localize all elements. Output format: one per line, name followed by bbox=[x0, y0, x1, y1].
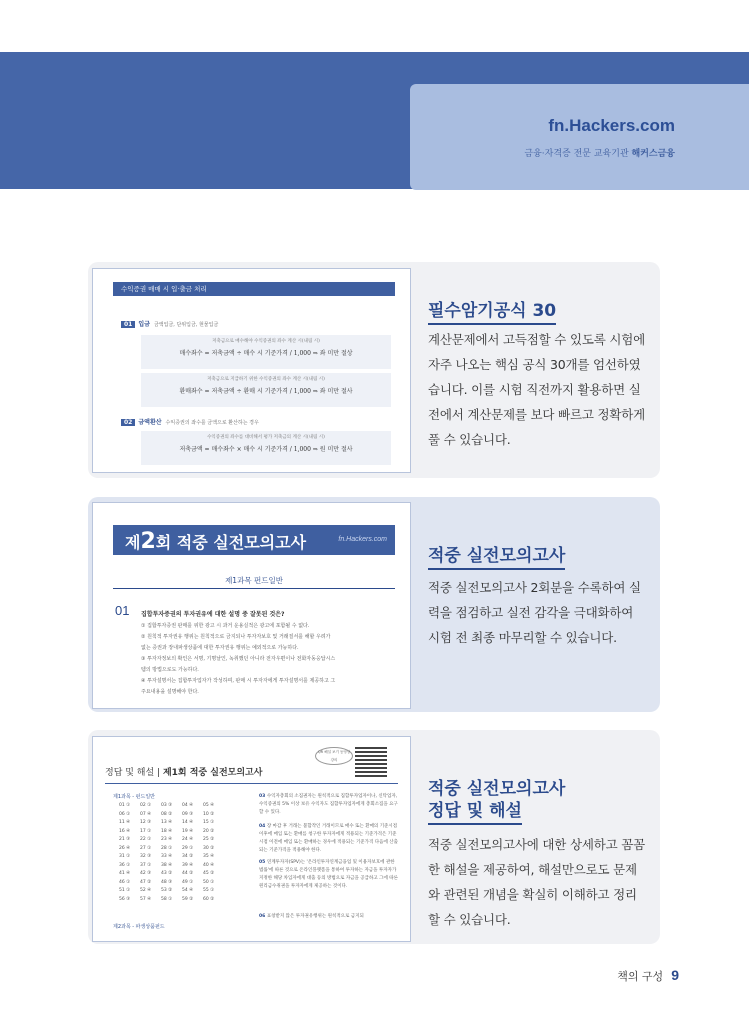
brand-url[interactable]: fn.Hackers.com bbox=[548, 116, 675, 135]
section-description: 적중 실전모의고사에 대한 상세하고 꼼꼼한 해설을 제공하여, 해설만으로도 문제와 관련된 개념을 확실히 이해하고 정리할 수 있습니다. bbox=[428, 837, 645, 927]
brand-tagline: 금융·자격증 전문 교육기관 해커스금융 bbox=[524, 149, 675, 159]
answer-cell: 39 ④ bbox=[182, 862, 194, 868]
answer-cell: 14 ④ bbox=[182, 820, 194, 825]
answer-cell: 26 ④ bbox=[119, 845, 131, 851]
thumb-header: 정답 및 해설 | 제1회 적중 실전모의고사 bbox=[105, 768, 263, 778]
answer-cell: 57 ④ bbox=[140, 896, 152, 902]
answer-cell: 41 ④ bbox=[119, 871, 131, 876]
thumb-subject: 제1과목 펀드일반 bbox=[113, 575, 395, 589]
question-number: 01 bbox=[115, 603, 130, 618]
answer-cell: 60 ② bbox=[203, 896, 215, 902]
question-text: 집합투자증권의 투자권유에 대한 설명 중 잘못된 것은? bbox=[141, 611, 285, 618]
answer-cell: 07 ④ bbox=[140, 811, 152, 817]
option-line: 없는 증권과 장내파생상품에 대한 투자권유 행위는 예외적으로 가능하다. bbox=[141, 645, 299, 651]
answer-cell: 01 ① bbox=[119, 803, 131, 808]
thumbnail-answers bbox=[92, 736, 411, 942]
section-title: 필수암기공식 30 bbox=[428, 300, 556, 325]
answer-cell: 25 ② bbox=[203, 837, 215, 842]
answer-cell: 09 ③ bbox=[182, 811, 194, 817]
answer-row bbox=[119, 863, 224, 872]
explanation-item: 05 연계투자자(SPV)는 '온라인투자연계금융업 및 이용자보호에 관한 법률'에 따른 것으로 온라인플랫폼을 통하여 투자하는 자금을 투자자가 지정한 해당 차입자에게 대출 등의 방법으로 자금을 공급하고 그에 따른 원리금수취권을 투자자에게 제공하는 것이다. bbox=[259, 860, 398, 889]
answer-cell: 06 ① bbox=[119, 811, 131, 817]
answer-row bbox=[119, 871, 224, 880]
section-title: 정답 및 해설 bbox=[428, 800, 522, 825]
option-line: ② 원칙적 투자권유 행위는 원칙적으로 금지되나 투자자보호 및 거래질서를 해할 우려가 bbox=[141, 634, 331, 640]
answer-cell: 45 ② bbox=[203, 871, 215, 876]
answer-cell: 33 ④ bbox=[161, 854, 173, 859]
answer-cell: 35 ④ bbox=[203, 854, 215, 859]
answer-cell: 49 ① bbox=[182, 879, 194, 885]
answer-row bbox=[119, 829, 224, 838]
answer-cell: 17 ① bbox=[140, 828, 152, 834]
answer-cell: 52 ④ bbox=[140, 888, 152, 893]
explanation-item: 03 수익자총회의 소집권자는 원칙적으로 집합투자업자이나, 신탁업자, 수익증권의 5% 이상 보유 수익자도 집합투자업자에게 총회소집을 요구할 수 있다. bbox=[259, 794, 398, 815]
section-title: 적중 실전모의고사 bbox=[428, 779, 566, 799]
answer-cell: 58 ① bbox=[161, 896, 173, 902]
section-description: 적중 실전모의고사 2회분을 수록하여 실력을 점검하고 실전 감각을 극대화하여 시험 전 최종 마무리할 수 있습니다. bbox=[428, 580, 641, 645]
thumb-header: 제2회 적중 실전모의고사 fn.Hackers.com bbox=[113, 525, 395, 555]
answer-cell: 56 ③ bbox=[119, 896, 131, 902]
thumb-subheading: 01 입금 금액입금, 단위입금, 현물입금 bbox=[121, 319, 218, 328]
answer-cell: 48 ③ bbox=[161, 879, 173, 885]
answer-cell: 38 ④ bbox=[161, 862, 173, 868]
explanation-item: 04 장 마감 후 거래는 불합작인 거래이므로 매수 또는 환매의 기준시점 이후에 매입 또는 환매를 청구한 투자자에게 적용되는 기준가격은 기준시점 이전에 매입 또는 환매하는 경우에 적용되는 기준가격 다음에 산출되는 기준가격을 적용해야 한다. bbox=[259, 824, 398, 853]
answer-cell: 24 ④ bbox=[182, 837, 194, 842]
answer-grid bbox=[119, 803, 224, 905]
answer-cell: 29 ① bbox=[182, 845, 194, 851]
answer-row bbox=[119, 897, 224, 906]
formula-box: 저축금으로 지급하기 위한 수익증권의 좌수 계산 시(내림 시) 환매좌수 = 저축금액 ÷ 환매 시 기준가격 / 1,000 ⇒ 좌 미만 절사 bbox=[141, 373, 391, 407]
option-line: ③ 투자자정보의 확인은 서명, 기명날인, 녹취했던 아니라 전자우편이나 전화자동응답시스 bbox=[141, 656, 336, 662]
brand-box bbox=[410, 84, 749, 190]
answer-cell: 55 ① bbox=[203, 888, 215, 893]
answer-cell: 36 ① bbox=[119, 862, 131, 868]
answer-cell: 31 ① bbox=[119, 854, 131, 859]
answer-cell: 03 ③ bbox=[161, 803, 173, 808]
answer-cell: 47 ② bbox=[140, 879, 152, 885]
answer-row bbox=[119, 812, 224, 821]
qr-code-icon bbox=[355, 745, 387, 777]
answer-cell: 30 ② bbox=[203, 845, 215, 851]
answer-cell: 59 ② bbox=[182, 896, 194, 902]
option-line: 주요내용을 설명해야 한다. bbox=[141, 689, 199, 695]
answer-cell: 40 ④ bbox=[203, 862, 215, 868]
answer-cell: 37 ① bbox=[140, 862, 152, 868]
thumb-subject: 제1과목 - 펀드일반 bbox=[113, 794, 155, 800]
answer-cell: 02 ① bbox=[140, 803, 152, 808]
thumb-header: 수익증권 매매 시 입·출금 처리 bbox=[113, 282, 395, 296]
answer-cell: 50 ① bbox=[203, 879, 215, 885]
answer-row bbox=[119, 803, 224, 812]
answer-cell: 04 ④ bbox=[182, 803, 194, 808]
option-line: 템의 방법으로도 가능하다. bbox=[141, 667, 199, 673]
answer-cell: 19 ④ bbox=[182, 828, 194, 834]
thumb-subheading: 02 금액환산 수익증권의 좌수를 금액으로 환산하는 경우 bbox=[121, 417, 259, 426]
answer-cell: 11 ④ bbox=[119, 820, 131, 825]
answer-cell: 34 ② bbox=[182, 854, 194, 859]
answer-cell: 53 ② bbox=[161, 888, 173, 893]
thumbnail-formulas bbox=[92, 268, 411, 473]
answer-row bbox=[119, 854, 224, 863]
formula-box: 저축금으로 매수해야 수익증권의 좌수 계산 시(내림 시) 매수좌수 = 저축금액 ÷ 매수 시 기준가격 / 1,000 ⇒ 좌 미만 절상 bbox=[141, 335, 391, 369]
answer-cell: 27 ① bbox=[140, 845, 152, 851]
divider bbox=[105, 783, 398, 784]
thumb-subject: 제2과목 - 파생상품펀드 bbox=[113, 924, 165, 930]
answer-cell: 32 ③ bbox=[140, 854, 152, 859]
answer-cell: 44 ② bbox=[182, 871, 194, 876]
answer-cell: 18 ④ bbox=[161, 828, 173, 834]
section-description: 계산문제에서 고득점할 수 있도록 시험에 자주 나오는 핵심 공식 30개를 엄선하였습니다. 이를 시험 직전까지 활용하면 실전에서 계산문제를 보다 빠르고 정확하게 풀 수 있습니다. bbox=[428, 332, 645, 447]
answer-cell: 51 ① bbox=[119, 888, 131, 893]
answer-cell: 28 ① bbox=[161, 845, 173, 851]
speech-bubble: QR 해설 보기 동영상 강의 bbox=[315, 747, 353, 765]
answer-cell: 46 ① bbox=[119, 879, 131, 885]
page-footer: 책의 구성 9 bbox=[617, 967, 679, 983]
answer-row bbox=[119, 820, 224, 829]
answer-cell: 15 ① bbox=[203, 820, 215, 825]
answer-cell: 08 ② bbox=[161, 811, 173, 817]
answer-cell: 05 ④ bbox=[203, 803, 215, 808]
answer-cell: 43 ② bbox=[161, 871, 173, 876]
answer-cell: 20 ② bbox=[203, 828, 215, 834]
answer-row bbox=[119, 846, 224, 855]
answer-row bbox=[119, 888, 224, 897]
answer-cell: 54 ④ bbox=[182, 888, 194, 893]
answer-cell: 21 ③ bbox=[119, 837, 131, 842]
page-number: 9 bbox=[671, 967, 679, 983]
section-title: 적중 실전모의고사 bbox=[428, 545, 565, 570]
option-line: ④ 투자설명서는 집합투자업자가 작성하며, 판매 시 투자자에게 투자설명서를 제공하고 그 bbox=[141, 678, 336, 684]
answer-cell: 16 ④ bbox=[119, 828, 131, 834]
answer-cell: 42 ③ bbox=[140, 871, 152, 876]
answer-cell: 13 ④ bbox=[161, 820, 173, 825]
explanation-item: 06 표창받지 않은 투자권유행위는 원칙적으로 금지되 bbox=[259, 914, 364, 919]
thumbnail-mock-exam bbox=[92, 502, 411, 709]
answer-cell: 23 ④ bbox=[161, 837, 173, 842]
formula-box: 수익증권의 좌수를 대비해서 평가 저축금의 계산 시(내림 시) 저축금액 = 매수좌수 × 매수 시 기준가격 / 1,000 ⇒ 원 미만 절사 bbox=[141, 431, 391, 465]
answer-row bbox=[119, 837, 224, 846]
answer-cell: 10 ② bbox=[203, 811, 215, 817]
answer-cell: 22 ① bbox=[140, 837, 152, 842]
answer-row bbox=[119, 880, 224, 889]
option-line: ① 집합투자증권 판매를 위한 광고 시 과거 운용실적은 광고에 포함될 수 없다. bbox=[141, 623, 310, 629]
answer-cell: 12 ③ bbox=[140, 820, 152, 825]
